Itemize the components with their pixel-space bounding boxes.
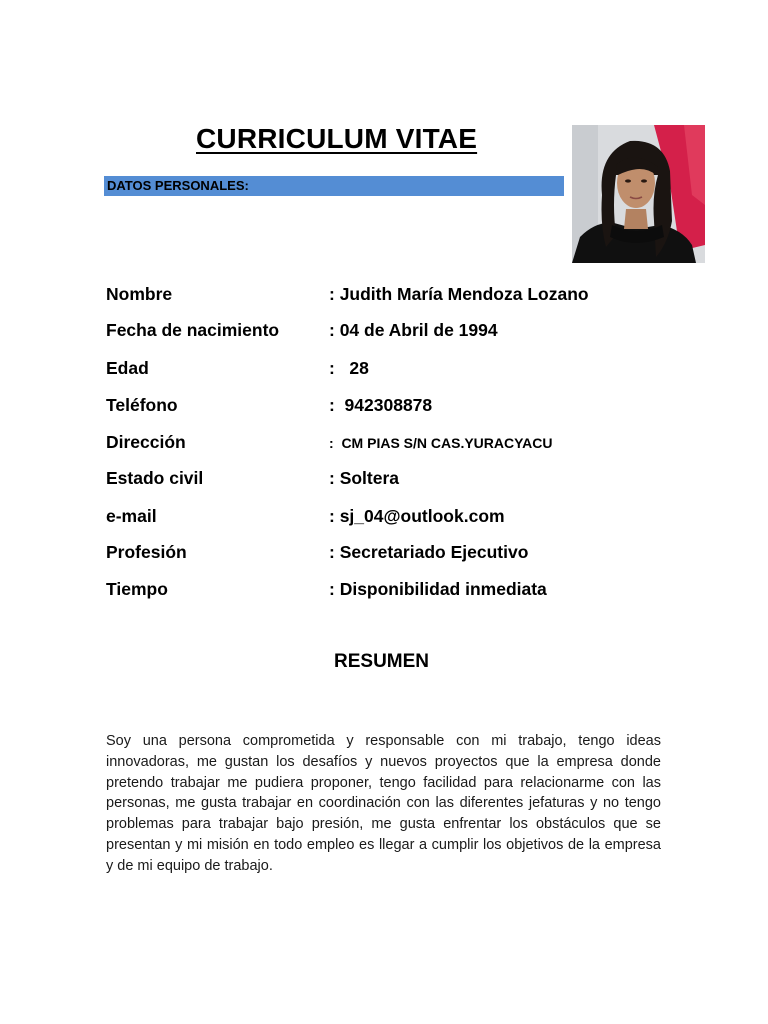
info-label: Tiempo <box>106 579 168 599</box>
info-value: : sj_04@outlook.com <box>329 506 505 526</box>
section-label: DATOS PERSONALES: <box>107 178 249 193</box>
info-value: : Soltera <box>329 468 400 488</box>
info-value: : 04 de Abril de 1994 <box>329 320 498 340</box>
info-value: : 942308878 <box>329 395 433 415</box>
document-title: CURRICULUM VITAE <box>196 123 478 154</box>
summary-text: Soy una persona comprometida y responsable con mi trabajo, tengo ideas innovadoras, me gustan los desafíos y nuevos proyectos que la empresa donde pretendo trabajar me pudiera proponer, tengo facilidad para relacionarme con las personas, me gusta trabajar en coordinación con las diferentes jefaturas y no tengo problemas para trabajar bajo presión, me gusta enfrentar los obstáculos que se presentan y mi misión en todo empleo es llegar a cumplir los objetivos de la empresa y de mi equipo de trabajo. <box>106 733 661 874</box>
info-label: e-mail <box>106 506 157 526</box>
profile-photo <box>572 125 705 263</box>
info-label: Teléfono <box>106 395 178 415</box>
info-label: Profesión <box>106 542 187 562</box>
info-label: Nombre <box>106 284 173 304</box>
info-value: : Disponibilidad inmediata <box>329 579 547 599</box>
info-label: Fecha de nacimiento <box>106 320 280 340</box>
info-label: Dirección <box>106 432 186 452</box>
info-label: Edad <box>106 358 149 378</box>
info-value: : CM PIAS S/N CAS.YURACYACU <box>329 435 553 451</box>
summary-heading: RESUMEN <box>334 651 430 672</box>
info-value: : 28 <box>329 358 369 378</box>
info-value: : Judith María Mendoza Lozano <box>329 284 589 304</box>
info-label: Estado civil <box>106 468 204 488</box>
info-value: : Secretariado Ejecutivo <box>329 542 529 562</box>
section-bar-datos-personales <box>104 176 564 196</box>
